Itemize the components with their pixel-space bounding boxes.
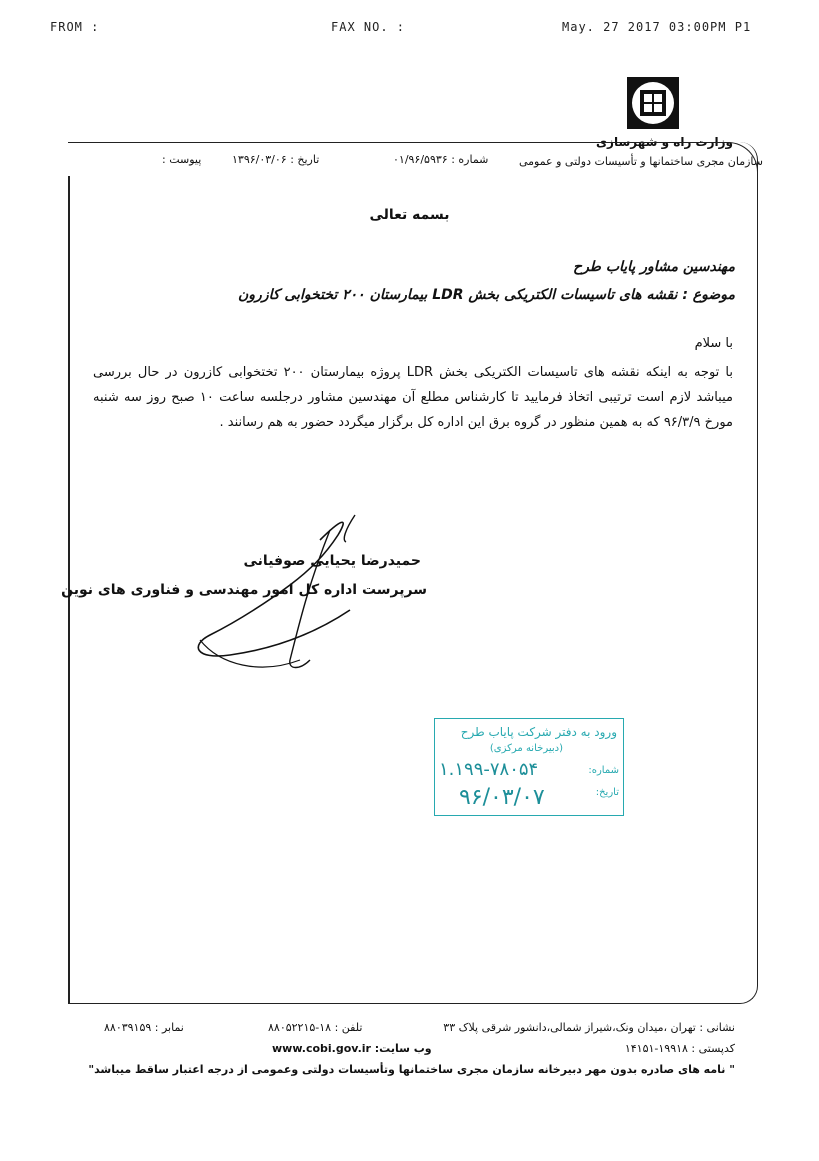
subject-line: موضوع : نقشه های تاسیسات الکتریکی بخش LDR بیمارستان ۲۰۰ تختخوابی کازرون: [238, 287, 735, 303]
footer-phone: تلفن : ۱۸-۸۸۰۵۲۲۱۵: [268, 1021, 363, 1034]
footer-website: وب سایت: www.cobi.gov.ir: [272, 1042, 432, 1055]
greeting: با سلام: [694, 336, 733, 351]
letter-number-value: ۰۱/۹۶/۵۹۳۶: [393, 153, 448, 166]
stamp-date-value: ۹۶/۰۳/۰۷: [459, 785, 545, 810]
letter-body: با توجه به اینکه نقشه های تاسیسات الکتریکی بخش LDR پروژه بیمارستان ۲۰۰ تختخوابی کازرون در حال بررسی میباشد لازم است ترتیبی اتخاذ فرمایید تا کارشناس مطلع آن مهندسین مشاور درجلسه ساعت ۱۰ صبح روز سه شنبه مورخ ۹۶/۳/۹ که به همین منظور در گروه برق این اداره کل برگزار میگردد حضور به هم رسانند .: [93, 365, 733, 430]
fax-number-label: FAX NO. :: [331, 20, 406, 34]
addressee: مهندسین مشاور پایاب طرح: [573, 259, 735, 275]
letter-date-value: ۱۳۹۶/۰۳/۰۶: [232, 153, 287, 166]
fax-from-label: FROM :: [50, 20, 100, 34]
ministry-logo: [626, 76, 680, 130]
ministry-name: وزارت راه و شهرسازی: [596, 135, 733, 149]
stamp-number-label: شماره:: [588, 765, 619, 776]
letter-number-label: شماره :: [451, 153, 489, 166]
page-frame-top: [68, 142, 758, 182]
basmala: بسمه تعالی: [369, 207, 450, 223]
stamp-date-label: تاریخ:: [595, 787, 619, 798]
footer-address: نشانی : تهران ،میدان ونک،شیراز شمالی،دانشور شرقی پلاک ۳۳: [443, 1021, 735, 1034]
footer-postal-code: کدپستی : ۱۹۹۱۸-۱۴۱۵۱: [624, 1042, 735, 1055]
stamp-title: ورود به دفتر شرکت پایاب طرح: [460, 725, 617, 739]
footer-fax: نمابر : ۸۸۰۳۹۱۵۹: [104, 1021, 184, 1034]
fax-timestamp: May. 27 2017 03:00PM P1: [562, 20, 752, 34]
signer-name: حمیدرضا یحیایی صوفیانی: [243, 553, 421, 569]
stamp-number-value: ۱.۱۹۹-۷۸۰۵۴: [439, 759, 539, 780]
stamp-subtitle: (دبیرخانه مرکزی): [489, 743, 563, 754]
organization-name: سازمان مجری ساختمانها و تأسیسات دولتی و عمومی: [518, 155, 763, 168]
footer-validity-note: " نامه های صادره بدون مهر دبیرخانه سازمان مجری ساختمانها وتأسیسات دولتی وعمومی از درجه اعتبار ساقط میباشد": [88, 1063, 735, 1076]
signer-title: سرپرست اداره کل امور مهندسی و فناوری های نوین: [61, 582, 427, 598]
letter-attachment: پیوست :: [162, 153, 202, 166]
letter-date-label: تاریخ :: [290, 153, 320, 166]
received-stamp: [434, 718, 624, 816]
